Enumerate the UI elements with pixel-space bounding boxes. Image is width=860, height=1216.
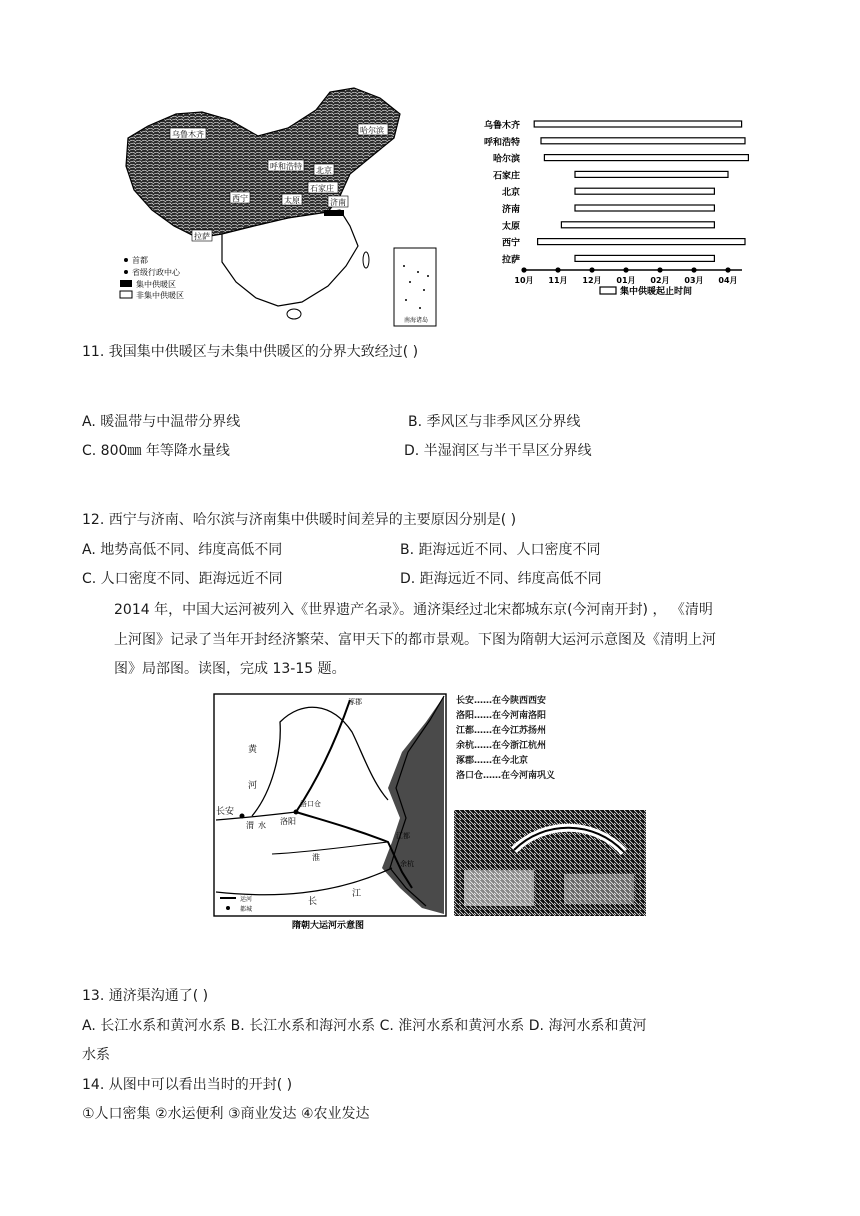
heating-map-svg: [118, 86, 458, 330]
q12-option-c: C. 人口密度不同、距海远近不同: [82, 571, 283, 587]
category-label: 太原: [501, 221, 520, 232]
heating-period-bar: [544, 155, 748, 161]
place-note: 涿郡……在今北京: [456, 756, 529, 766]
x-tick-label: 01月: [616, 276, 636, 285]
canal-map: [212, 692, 450, 930]
canal-label-luokoucang: 洛口仓: [300, 800, 321, 808]
map-label-hohhot: 呼和浩特: [270, 162, 302, 171]
q11-option-b: B. 季风区与非季风区分界线: [408, 414, 581, 430]
qingming-painting-svg: [454, 810, 646, 916]
canal-map-svg: [212, 692, 450, 930]
canal-legend-canal: 运河: [240, 896, 253, 903]
place-notes: [456, 694, 555, 784]
passage-line-2: 上河图》记录了当年开封经济繁荣、富甲天下的都市景观。下图为隋朝大运河示意图及《清明上河: [114, 632, 716, 648]
q12-stem: 12. 西宁与济南、哈尔滨与济南集中供暖时间差异的主要原因分别是( ): [82, 512, 517, 528]
q13-options-line-1: A. 长江水系和黄河水系 B. 长江水系和海河水系 C. 淮河水系和黄河水系 D. 海河水系和黄河: [82, 1018, 647, 1034]
canal-label-changan: 长安: [216, 807, 235, 817]
x-tick-dot: [555, 267, 560, 272]
heating-period-bar: [575, 171, 728, 177]
category-label: 西宁: [501, 238, 520, 249]
x-tick-dot: [521, 267, 526, 272]
map-label-urumqi: 乌鲁木齐: [172, 130, 204, 139]
map-label-jinan: 济南: [330, 198, 346, 207]
map-label-beijing: 北京: [316, 166, 332, 175]
x-tick-dot: [589, 267, 594, 272]
canal-label-huai: 淮: [312, 853, 320, 862]
heating-map: [118, 86, 458, 330]
canal-map-caption: 隋朝大运河示意图: [292, 921, 365, 930]
canal-label-jiangdu: 江都: [396, 832, 410, 840]
x-tick-label: 02月: [650, 276, 670, 285]
x-tick-dot: [623, 267, 628, 272]
q11-option-a: A. 暖温带与中温带分界线: [82, 414, 241, 430]
legend-non-heated: 非集中供暖区: [136, 291, 184, 300]
category-label: 石家庄: [492, 171, 520, 182]
canal-label-zhuojun: 涿郡: [348, 698, 362, 706]
inset-label: 南海诸岛: [404, 317, 429, 324]
map-label-lhasa: 拉萨: [194, 232, 210, 241]
map-label-shijiazhuang: 石家庄: [310, 184, 334, 193]
canal-label-chang: 长: [308, 897, 318, 907]
q12-option-a: A. 地势高低不同、纬度高低不同: [82, 542, 283, 558]
canal-label-huang: 黄: [248, 745, 258, 755]
legend-provincial-center: 省级行政中心: [132, 268, 180, 277]
heating-period-chart-svg: [474, 110, 780, 302]
canal-label-wei: 渭: [246, 821, 254, 830]
canal-label-luoyang: 洛阳: [280, 817, 296, 826]
q14-stem: 14. 从图中可以看出当时的开封( ): [82, 1077, 293, 1093]
passage-line-1: 2014 年，中国大运河被列入《世界遗产名录》。通济渠经过北宋都城东京(今河南开封) ， 《清明: [114, 602, 713, 618]
chart-legend-label: 集中供暖起止时间: [620, 287, 693, 297]
map-label-taiyuan: 太原: [284, 196, 300, 205]
q13-options-line-2: 水系: [82, 1047, 110, 1063]
place-note: 洛口仓……在今河南巩义: [456, 771, 556, 781]
q14-options: ①人口密集 ②水运便利 ③商业发达 ④农业发达: [82, 1106, 370, 1122]
heating-period-bar: [561, 222, 714, 228]
heating-period-chart: [474, 110, 780, 302]
place-note: 余杭……在今浙江杭州: [456, 741, 547, 751]
heated-region: [126, 88, 400, 238]
chart-legend-swatch: [600, 287, 616, 294]
x-tick-dot: [657, 267, 662, 272]
heating-period-bar: [575, 255, 714, 261]
q12-option-d: D. 距海远近不同、纬度高低不同: [400, 571, 602, 587]
q12-option-b: B. 距海远近不同、人口密度不同: [400, 542, 601, 558]
place-note: 洛阳……在今河南洛阳: [456, 711, 547, 721]
heating-period-bar: [538, 239, 745, 245]
canal-label-he: 河: [248, 781, 258, 791]
category-label: 济南: [501, 205, 520, 215]
q13-stem: 13. 通济渠沟通了( ): [82, 988, 209, 1004]
category-label: 哈尔滨: [492, 154, 520, 165]
x-tick-label: 12月: [582, 276, 602, 285]
q11-option-c: C. 800㎜ 年等降水量线: [82, 443, 230, 459]
x-tick-label: 04月: [718, 276, 738, 285]
category-label: 呼和浩特: [483, 137, 520, 148]
q11-stem: 11. 我国集中供暖区与未集中供暖区的分界大致经过( ): [82, 344, 419, 360]
category-label: 北京: [501, 188, 520, 199]
place-note: 长安……在今陕西西安: [456, 696, 547, 706]
canal-label-jiang: 江: [352, 889, 362, 899]
map-label-xining: 西宁: [232, 194, 248, 203]
place-note: 江都……在今江苏扬州: [456, 726, 547, 736]
canal-label-shui: 水: [258, 821, 266, 830]
x-tick-label: 11月: [548, 276, 568, 285]
x-tick-dot: [691, 267, 696, 272]
category-label: 乌鲁木齐: [483, 121, 520, 131]
heating-period-bar: [541, 138, 745, 144]
x-tick-label: 03月: [684, 276, 704, 285]
heating-period-bar: [575, 188, 714, 194]
canal-label-yuhang: 余杭: [400, 860, 414, 868]
q11-option-d: D. 半湿润区与半干旱区分界线: [404, 443, 592, 459]
qingming-painting: [454, 810, 646, 916]
category-label: 拉萨: [501, 255, 520, 266]
heating-period-bar: [534, 121, 741, 127]
passage-line-3: 图》局部图。读图，完成 13-15 题。: [114, 661, 346, 677]
map-label-harbin: 哈尔滨: [360, 126, 384, 135]
legend-capital: 首都: [132, 256, 148, 265]
x-tick-label: 10月: [514, 276, 534, 285]
legend-heated: 集中供暖区: [136, 280, 176, 289]
canal-legend-capital: 都城: [240, 906, 253, 913]
x-tick-dot: [725, 267, 730, 272]
heating-period-bar: [575, 205, 714, 211]
